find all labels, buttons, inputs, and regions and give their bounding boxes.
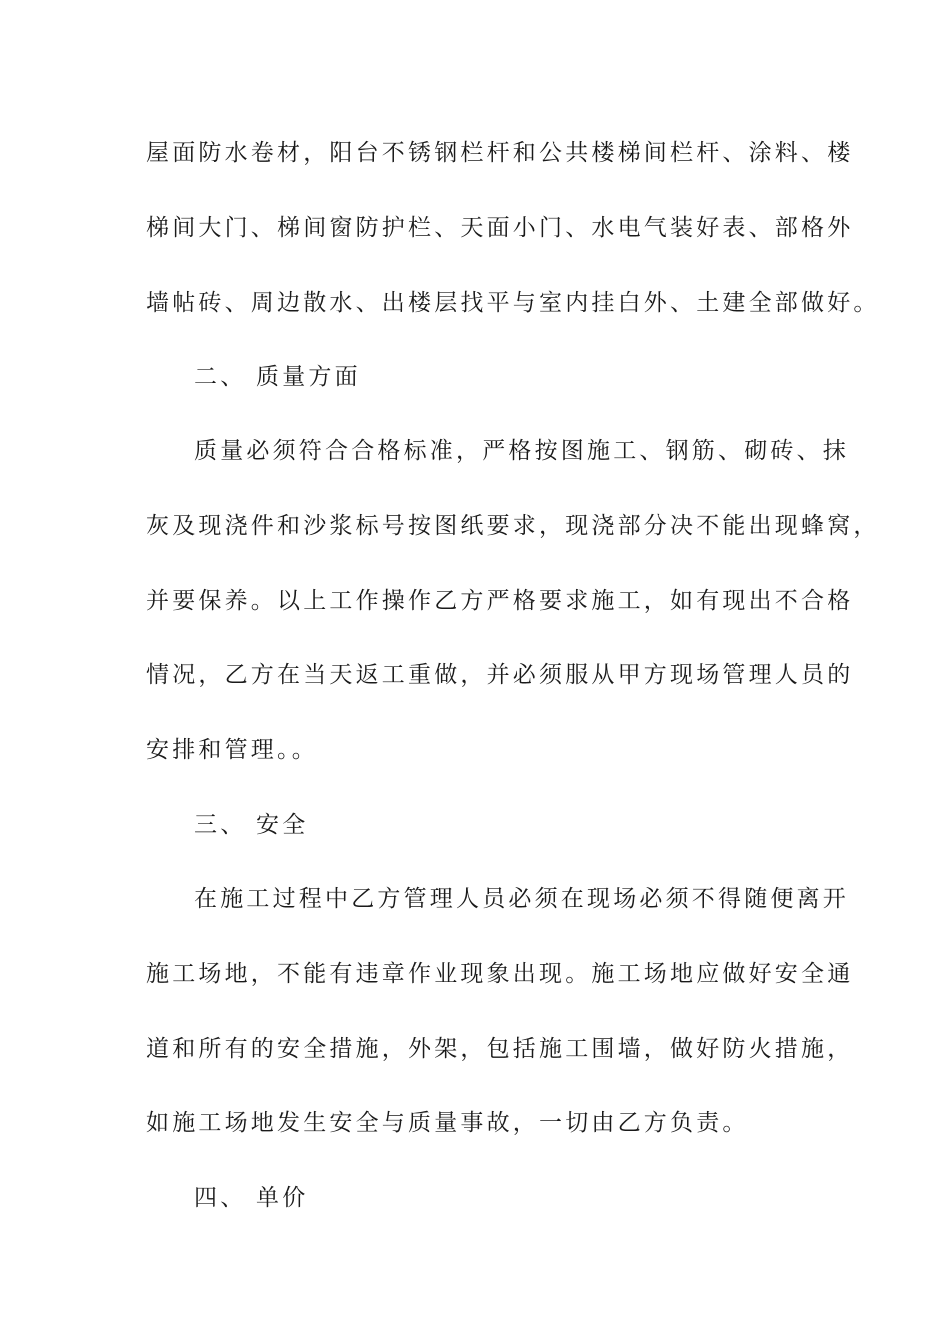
section-2-heading bbox=[194, 362, 361, 392]
paragraph-2-line-4: 情况，乙方在当天返工重做，并必须服从甲方现场管理人员的 bbox=[146, 662, 854, 688]
section-4-heading bbox=[194, 1183, 308, 1213]
paragraph-3-line-2: 施工场地，不能有违章作业现象出现。施工场地应做好安全通 bbox=[146, 961, 854, 987]
paragraph-1-line-2: 梯间大门、梯间窗防护栏、天面小门、水电气装好表、部格外 bbox=[146, 215, 854, 241]
section-3-heading bbox=[194, 810, 308, 840]
paragraph-2-line-5: 安排和管理。。 bbox=[146, 737, 318, 763]
section-2-title: 质量方面 bbox=[256, 364, 361, 390]
paragraph-2-line-2: 灰及现浇件和沙浆标号按图纸要求，现浇部分决不能出现蜂窝， bbox=[146, 513, 880, 539]
paragraph-1-line-1: 屋面防水卷材，阳台不锈钢栏杆和公共楼梯间栏杆、涂料、楼 bbox=[146, 140, 854, 166]
section-3-number: 三、 bbox=[194, 812, 247, 838]
paragraph-3-line-3: 道和所有的安全措施，外架，包括施工围墙，做好防火措施， bbox=[146, 1036, 854, 1062]
paragraph-3-line-1: 在施工过程中乙方管理人员必须在现场必须不得随便离开 bbox=[194, 886, 849, 912]
section-4-title: 单价 bbox=[256, 1185, 309, 1211]
paragraph-2-line-3: 并要保养。以上工作操作乙方严格要求施工，如有现出不合格 bbox=[146, 588, 854, 614]
paragraph-3-line-4: 如施工场地发生安全与质量事故，一切由乙方负责。 bbox=[146, 1110, 749, 1136]
paragraph-1-line-3: 墙帖砖、周边散水、出楼层找平与室内挂白外、土建全部做好。 bbox=[146, 290, 880, 316]
paragraph-2-line-1: 质量必须符合合格标准，严格按图施工、钢筋、砌砖、抹 bbox=[194, 438, 849, 464]
section-2-number: 二、 bbox=[194, 364, 247, 390]
section-4-number: 四、 bbox=[194, 1185, 247, 1211]
section-3-title: 安全 bbox=[256, 812, 309, 838]
